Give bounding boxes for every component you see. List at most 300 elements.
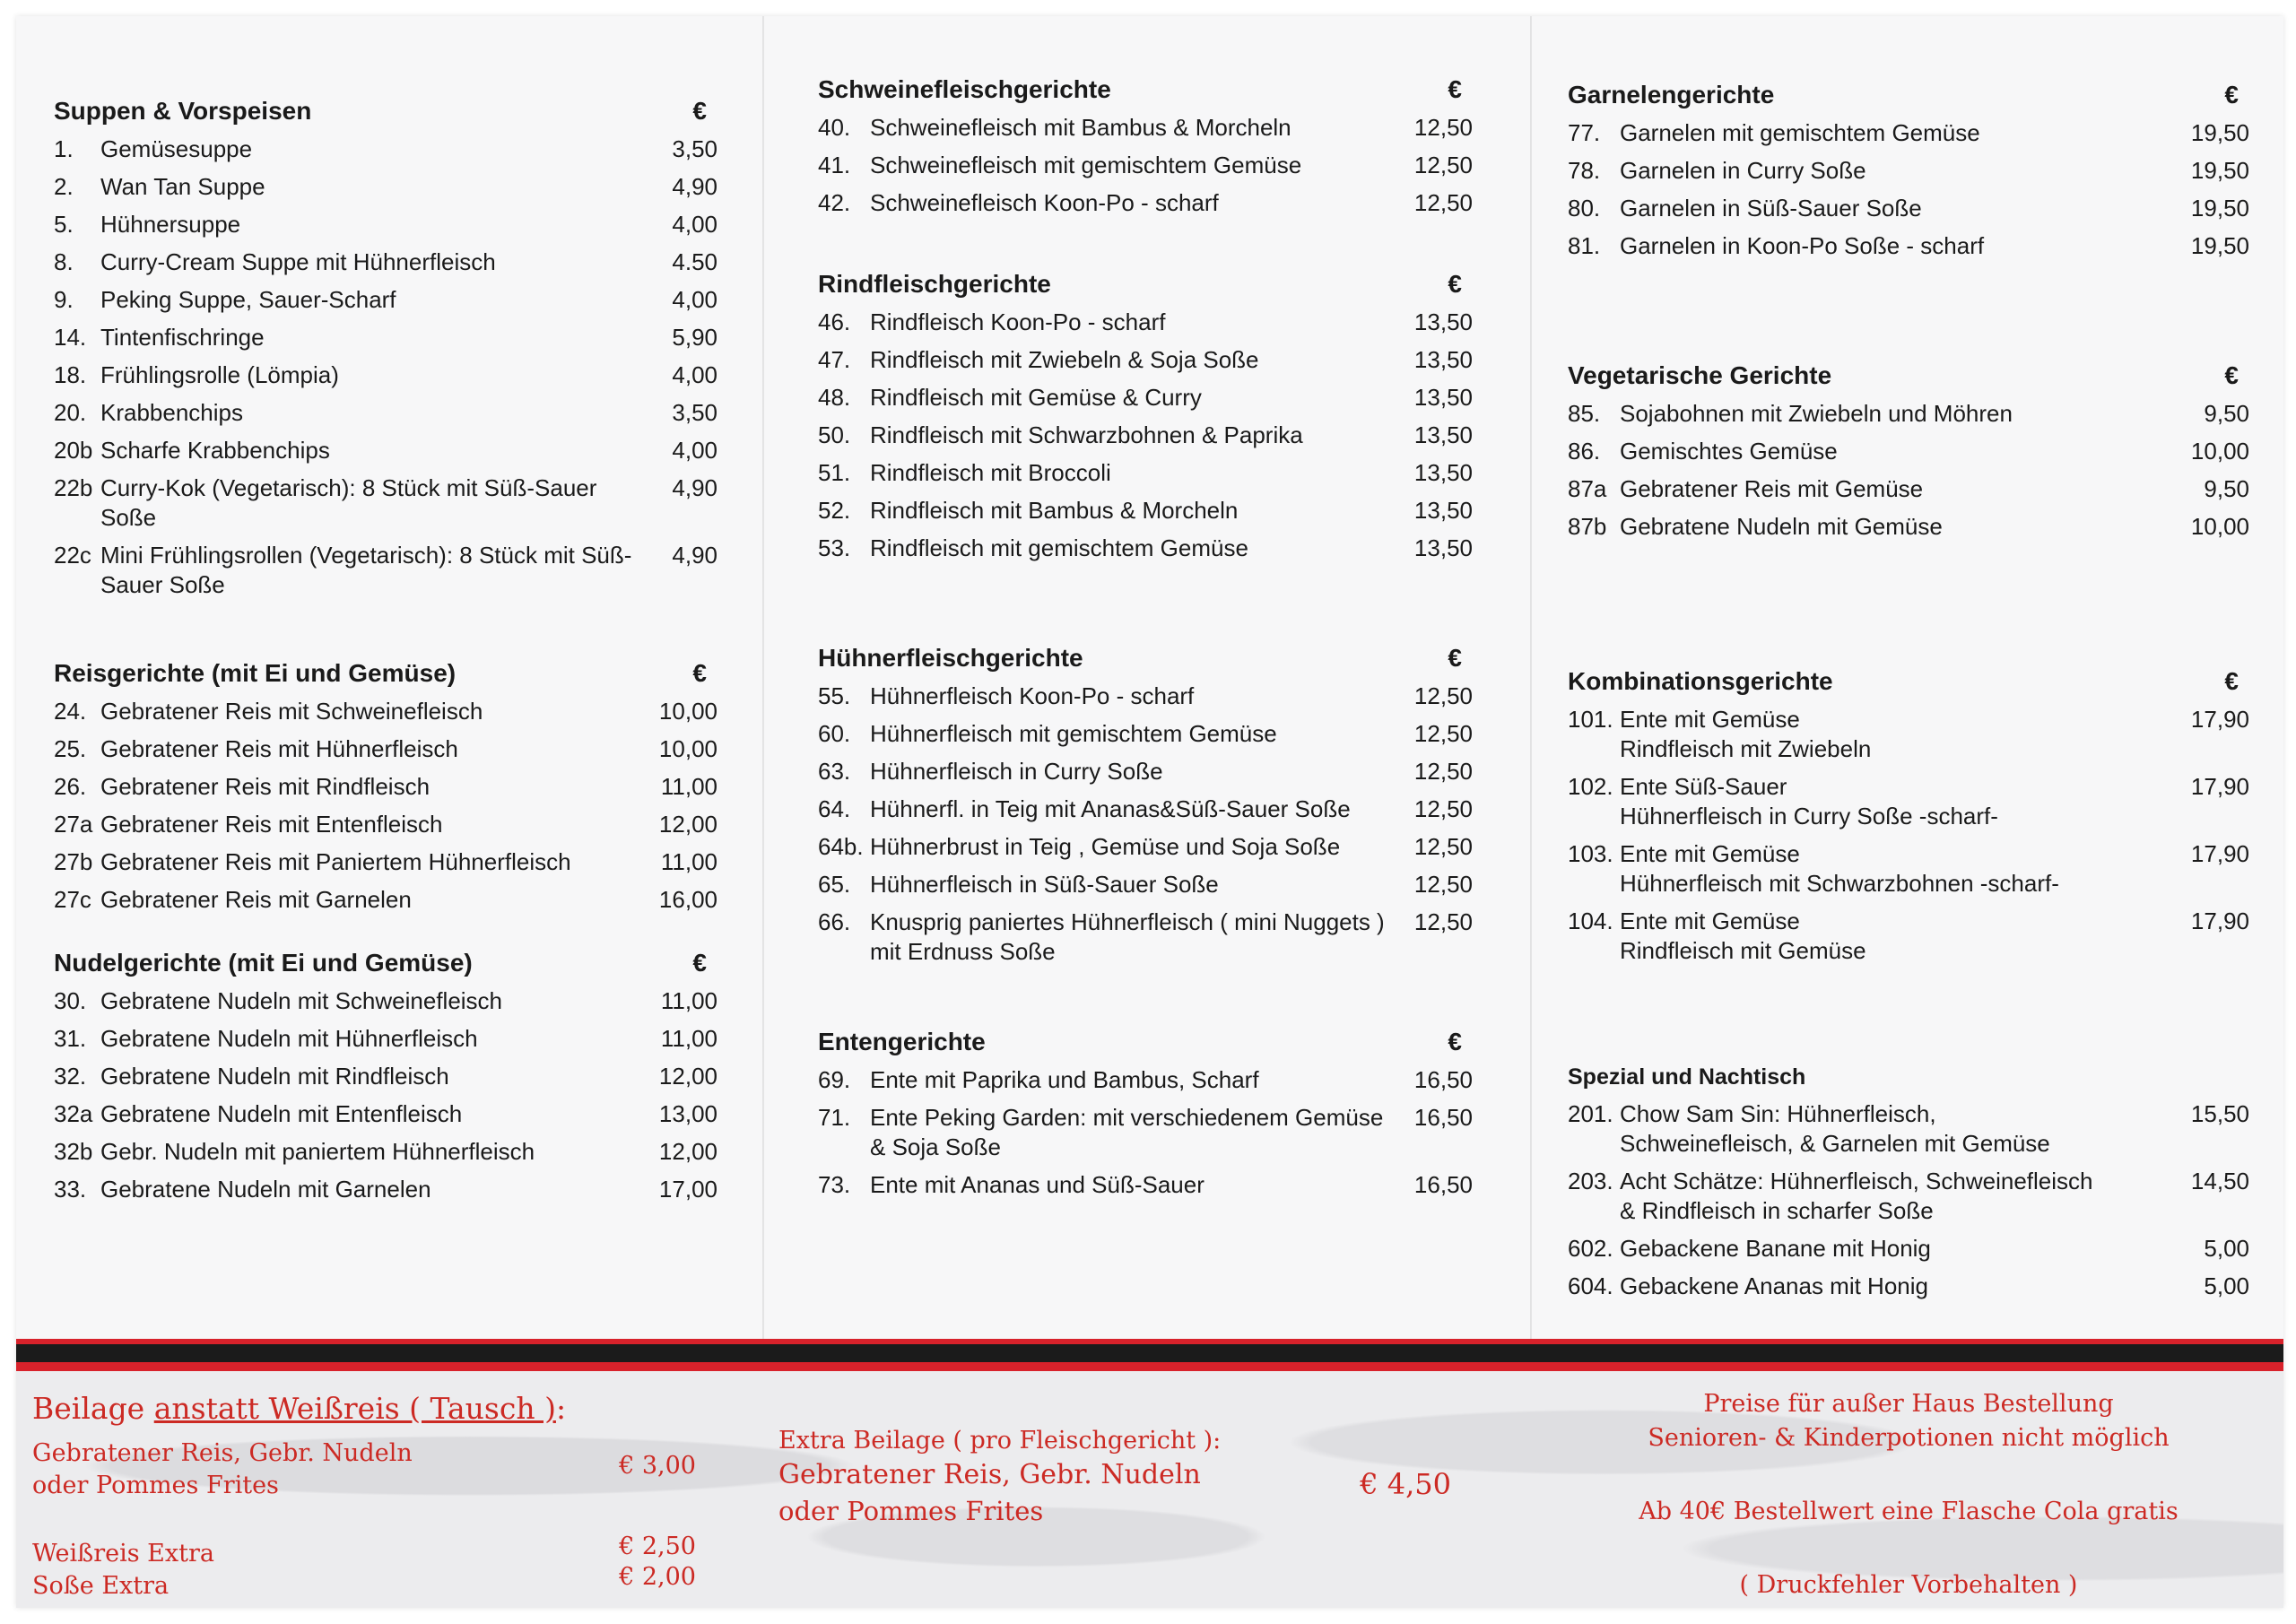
- item-number: 31.: [54, 1025, 87, 1052]
- item-name: Schweinefleisch mit gemischtem Gemüse: [870, 152, 1302, 178]
- item-name: Krabbenchips: [100, 399, 243, 426]
- section-title: Reisgerichte (mit Ei und Gemüse): [54, 659, 457, 687]
- item-price: 17,90: [2190, 773, 2249, 800]
- currency-symbol: €: [1448, 1028, 1462, 1055]
- item-price: 13,50: [1413, 346, 1473, 373]
- item-number: 41.: [818, 152, 851, 178]
- menu-item: [54, 248, 718, 277]
- menu-item: [54, 772, 718, 802]
- item-price: 12,50: [1413, 114, 1473, 141]
- item-number: 50.: [818, 421, 851, 448]
- menu-item: [54, 885, 718, 915]
- item-name: Gebr. Nudeln mit paniertem Hühnerfleisch: [100, 1138, 535, 1165]
- menu-item: [54, 360, 718, 390]
- item-number: 32.: [54, 1063, 87, 1090]
- item-name: Garnelen in Curry Soße: [1620, 157, 1866, 184]
- item-name: Scharfe Krabbenchips: [100, 437, 330, 464]
- section-title: Nudelgerichte (mit Ei und Gemüse): [54, 949, 473, 977]
- item-price: 10,00: [2190, 513, 2249, 540]
- item-number: 78.: [1568, 157, 1601, 184]
- item-price: 12,50: [1413, 795, 1473, 822]
- item-number: 103.: [1568, 840, 1613, 867]
- item-name: Hühnerfleisch Koon-Po - scharf: [870, 682, 1195, 709]
- item-number: 102.: [1568, 773, 1613, 800]
- item-name: Gebackene Ananas mit Honig: [1620, 1272, 1928, 1299]
- item-number: 27c: [54, 886, 91, 913]
- menu-section: [818, 270, 1473, 563]
- item-price: 3,50: [672, 399, 718, 426]
- section-title: Rindfleischgerichte: [818, 270, 1051, 298]
- item-name-continued: Rindfleisch mit Gemüse: [1620, 937, 1866, 964]
- menu-item: [54, 1137, 718, 1167]
- item-price: 13,50: [1413, 308, 1473, 335]
- footer-left: [32, 1389, 723, 1602]
- item-price: 12,00: [658, 811, 718, 838]
- menu-item: [1568, 772, 2249, 831]
- menu-item: [818, 113, 1473, 143]
- item-number: 8.: [54, 248, 74, 275]
- menu-item: [818, 383, 1473, 413]
- item-number: 87b: [1568, 513, 1607, 540]
- footer-left-option: oder Pommes Frites € 3,00: [32, 1452, 696, 1499]
- item-price: 10,00: [658, 735, 718, 762]
- menu-item: [818, 345, 1473, 375]
- menu-item: [54, 541, 718, 600]
- item-name: Ente Süß-Sauer: [1620, 773, 1787, 800]
- item-number: 201.: [1568, 1100, 1613, 1127]
- item-price: 9,50: [2204, 475, 2249, 502]
- item-name: Gebratener Reis mit Paniertem Hühnerfleisch: [100, 848, 571, 875]
- menu-item: [818, 188, 1473, 218]
- item-name: Gebratene Nudeln mit Garnelen: [100, 1176, 431, 1203]
- item-price: 12,50: [1413, 833, 1473, 860]
- item-number: 73.: [818, 1171, 851, 1198]
- item-name: Gebratener Reis mit Garnelen: [100, 886, 412, 913]
- item-name: Hühnerfl. in Teig mit Ananas&Süß-Sauer Soße: [870, 795, 1351, 822]
- item-number: 602.: [1568, 1235, 1613, 1262]
- item-name: Ente mit Gemüse: [1620, 908, 1800, 934]
- item-price: 17,90: [2190, 840, 2249, 867]
- menu-item: [1568, 156, 2249, 186]
- menu-item: [54, 210, 718, 239]
- menu-item: [818, 908, 1473, 967]
- section-title: Schweinefleischgerichte: [818, 75, 1111, 103]
- menu-item: [1568, 1272, 2249, 1301]
- menu-sheet: [16, 16, 2283, 1608]
- item-price: 4,90: [672, 542, 718, 569]
- footer-left-extra: Weißreis Extra € 2,50: [32, 1533, 696, 1568]
- item-price: 4,90: [672, 173, 718, 200]
- item-number: 101.: [1568, 706, 1613, 733]
- item-number: 22b: [54, 474, 93, 501]
- item-price: 19,50: [2190, 232, 2249, 259]
- item-number: 27b: [54, 848, 93, 875]
- menu-item: [1568, 705, 2249, 764]
- item-price: 16,50: [1413, 1066, 1473, 1093]
- item-name-continued: Schweinefleisch, & Garnelen mit Gemüse: [1620, 1130, 2050, 1157]
- item-price: 13,50: [1413, 497, 1473, 524]
- item-price: 12,50: [1413, 152, 1473, 178]
- item-number: 104.: [1568, 908, 1613, 934]
- item-name: Gebackene Banane mit Honig: [1620, 1235, 1931, 1262]
- menu-item: [54, 1024, 718, 1054]
- menu-item: [54, 436, 718, 465]
- section-title: Garnelengerichte: [1568, 81, 1775, 109]
- item-name: Ente mit Ananas und Süß-Sauer: [870, 1171, 1205, 1198]
- item-name: Hühnerfleisch mit gemischtem Gemüse: [870, 720, 1277, 747]
- menu-item: [54, 398, 718, 428]
- item-name-continued: Hühnerfleisch in Curry Soße -scharf-: [1620, 803, 1998, 829]
- currency-symbol: €: [1448, 75, 1462, 103]
- menu-item: [818, 757, 1473, 786]
- menu-item: [1568, 194, 2249, 223]
- menu-item: [54, 697, 718, 726]
- currency-symbol: €: [1448, 270, 1462, 298]
- item-name: Rindfleisch mit Zwiebeln & Soja Soße: [870, 346, 1259, 373]
- item-name: Rindfleisch Koon-Po - scharf: [870, 308, 1166, 335]
- item-number: 47.: [818, 346, 851, 373]
- section-heading: [1568, 361, 2249, 390]
- item-name: Gemischtes Gemüse: [1620, 438, 1838, 465]
- item-name: Gebratener Reis mit Gemüse: [1620, 475, 1924, 502]
- section-title: Hühnerfleischgerichte: [818, 644, 1083, 672]
- menu-section: [818, 75, 1473, 218]
- footer-panel: [16, 1371, 2283, 1608]
- item-number: 87a: [1568, 475, 1607, 502]
- item-price: 13,50: [1413, 459, 1473, 486]
- item-number: 55.: [818, 682, 851, 709]
- item-name: Hühnerfleisch in Curry Soße: [870, 758, 1163, 785]
- menu-item: [818, 870, 1473, 899]
- item-number: 52.: [818, 497, 851, 524]
- menu-item: [818, 421, 1473, 450]
- item-price: 13,00: [658, 1100, 718, 1127]
- item-price: 3,50: [672, 135, 718, 162]
- item-price: 5,90: [672, 324, 718, 351]
- menu-column-3: [1568, 81, 2249, 1309]
- item-name: Knusprig paniertes Hühnerfleisch ( mini Nuggets ) mit Erdnuss Soße: [870, 908, 1385, 965]
- menu-item: [54, 473, 718, 533]
- item-number: 46.: [818, 308, 851, 335]
- item-name: Acht Schätze: Hühnerfleisch, Schweinefleisch: [1620, 1168, 2093, 1194]
- menu-item: [1568, 231, 2249, 261]
- menu-section: [818, 644, 1473, 967]
- section-title: Vegetarische Gerichte: [1568, 361, 1832, 389]
- item-name: Gebratene Nudeln mit Gemüse: [1620, 513, 1943, 540]
- item-name: Ente mit Paprika und Bambus, Scharf: [870, 1066, 1259, 1093]
- item-price: 13,50: [1413, 534, 1473, 561]
- item-number: 203.: [1568, 1168, 1613, 1194]
- footer-middle-line: Extra Beilage ( pro Fleischgericht ):: [778, 1427, 1222, 1455]
- menu-section: [1568, 81, 2249, 261]
- item-price: 17,90: [2190, 706, 2249, 733]
- item-name: Gebratener Reis mit Entenfleisch: [100, 811, 443, 838]
- menu-section: [1568, 1064, 2249, 1301]
- item-number: 42.: [818, 189, 851, 216]
- item-name: Gebratene Nudeln mit Entenfleisch: [100, 1100, 463, 1127]
- item-number: 80.: [1568, 195, 1601, 221]
- item-name: Gemüsesuppe: [100, 135, 253, 162]
- item-name: Garnelen in Süß-Sauer Soße: [1620, 195, 1922, 221]
- menu-item: [54, 135, 718, 164]
- menu-section: [1568, 667, 2249, 966]
- item-number: 24.: [54, 698, 87, 725]
- item-number: 64b.: [818, 833, 864, 860]
- section-heading: [54, 659, 718, 688]
- section-heading: [54, 949, 718, 977]
- item-name: Wan Tan Suppe: [100, 173, 265, 200]
- item-price: 14,50: [2190, 1168, 2249, 1194]
- section-heading: [818, 644, 1473, 673]
- menu-item: [54, 734, 718, 764]
- section-heading: [818, 270, 1473, 299]
- menu-item: [1568, 1099, 2249, 1159]
- menu-item: [54, 323, 718, 352]
- section-heading: [1568, 81, 2249, 109]
- item-price: 4,00: [672, 211, 718, 238]
- item-price: 10,00: [658, 698, 718, 725]
- menu-column-2: [818, 75, 1473, 1208]
- item-price: 12,00: [658, 1138, 718, 1165]
- item-price: 4,90: [672, 474, 718, 501]
- currency-symbol: €: [692, 97, 707, 125]
- item-name: Frühlingsrolle (Lömpia): [100, 361, 339, 388]
- footer-right: Preise für außer Haus Bestellung Senioren- & Kinderpotionen nicht möglich Ab 40€ Bestellwert eine Flasche Cola gratis ( Druckfehler Vorbehalten ): [1639, 1390, 2179, 1599]
- menu-item: [54, 285, 718, 315]
- item-number: 25.: [54, 735, 87, 762]
- section-title: Kombinationsgerichte: [1568, 667, 1833, 695]
- item-name: Gebratener Reis mit Hühnerfleisch: [100, 735, 458, 762]
- item-price: 12,50: [1413, 720, 1473, 747]
- item-price: 4,00: [672, 437, 718, 464]
- item-price: 17,00: [658, 1176, 718, 1203]
- section-heading: [1568, 1064, 2249, 1090]
- item-name: Schweinefleisch mit Bambus & Morcheln: [870, 114, 1292, 141]
- item-price: 11,00: [660, 1025, 718, 1052]
- item-number: 64.: [818, 795, 851, 822]
- item-price: 11,00: [660, 773, 718, 800]
- menu-item: [1568, 118, 2249, 148]
- item-name: Schweinefleisch Koon-Po - scharf: [870, 189, 1219, 216]
- menu-section: [818, 1028, 1473, 1200]
- item-number: 27a: [54, 811, 93, 838]
- item-price: 12,50: [1413, 908, 1473, 935]
- item-price: 4,00: [672, 286, 718, 313]
- menu-item: [1568, 839, 2249, 899]
- item-number: 77.: [1568, 119, 1601, 146]
- item-number: 5.: [54, 211, 74, 238]
- item-number: 9.: [54, 286, 74, 313]
- menu-item: [54, 1062, 718, 1091]
- fold-line: [762, 16, 764, 1339]
- item-number: 20.: [54, 399, 87, 426]
- item-number: 33.: [54, 1176, 87, 1203]
- item-name: Curry-Kok (Vegetarisch): 8 Stück mit Süß-Sauer Soße: [100, 474, 597, 531]
- item-number: 40.: [818, 114, 851, 141]
- section-title: Spezial und Nachtisch: [1568, 1064, 1806, 1090]
- footer-left-extra: Soße Extra € 2,00: [32, 1563, 696, 1600]
- item-price: 5,00: [2204, 1272, 2249, 1299]
- item-number: 22c: [54, 542, 91, 569]
- item-price: 12,00: [658, 1063, 718, 1090]
- menu-item: [818, 496, 1473, 525]
- menu-item: [1568, 399, 2249, 429]
- item-number: 65.: [818, 871, 851, 898]
- item-name-continued: & Rindfleisch in scharfer Soße: [1620, 1197, 1934, 1224]
- menu-item: [818, 682, 1473, 711]
- item-name: Gebratener Reis mit Schweinefleisch: [100, 698, 483, 725]
- item-number: 14.: [54, 324, 87, 351]
- item-number: 69.: [818, 1066, 851, 1093]
- item-name: Ente mit Gemüse: [1620, 706, 1800, 733]
- menu-item: [818, 151, 1473, 180]
- item-name: Hühnersuppe: [100, 211, 241, 238]
- item-price: 16,00: [658, 886, 718, 913]
- item-name: Garnelen mit gemischtem Gemüse: [1620, 119, 1980, 146]
- menu-item: [818, 832, 1473, 862]
- menu-item: [1568, 437, 2249, 466]
- menu-item: [818, 1103, 1473, 1162]
- item-number: 66.: [818, 908, 851, 935]
- menu-column-1: [54, 97, 718, 1212]
- item-number: 85.: [1568, 400, 1601, 427]
- item-number: 18.: [54, 361, 87, 388]
- item-number: 30.: [54, 987, 87, 1014]
- section-heading: [1568, 667, 2249, 696]
- item-name: Curry-Cream Suppe mit Hühnerfleisch: [100, 248, 496, 275]
- item-name: Garnelen in Koon-Po Soße - scharf: [1620, 232, 1985, 259]
- menu-section: [54, 97, 718, 600]
- item-name: Gebratene Nudeln mit Hühnerfleisch: [100, 1025, 478, 1052]
- item-number: 86.: [1568, 438, 1601, 465]
- menu-item: [1568, 474, 2249, 504]
- item-price: 11,00: [660, 987, 718, 1014]
- menu-item: [1568, 512, 2249, 542]
- item-price: 16,50: [1413, 1171, 1473, 1198]
- menu-item: [818, 1065, 1473, 1095]
- item-name: Gebratener Reis mit Rindfleisch: [100, 773, 430, 800]
- currency-symbol: €: [1448, 644, 1462, 672]
- footer-left-option: Gebratener Reis, Gebr. Nudeln: [32, 1439, 413, 1467]
- currency-symbol: €: [2224, 81, 2239, 109]
- item-name: Hühnerfleisch in Süß-Sauer Soße: [870, 871, 1219, 898]
- menu-item: [54, 1099, 718, 1129]
- menu-section: [54, 659, 718, 915]
- item-name: Rindfleisch mit gemischtem Gemüse: [870, 534, 1248, 561]
- menu-item: [54, 847, 718, 877]
- menu-item: [818, 719, 1473, 749]
- menu-item: [1568, 1167, 2249, 1226]
- item-name: Hühnerbrust in Teig , Gemüse und Soja Soße: [870, 833, 1341, 860]
- item-price: 15,50: [2190, 1100, 2249, 1127]
- menu-item: [1568, 1234, 2249, 1264]
- item-name: Ente mit Gemüse: [1620, 840, 1800, 867]
- item-number: 1.: [54, 135, 74, 162]
- item-price: 13,50: [1413, 421, 1473, 448]
- decorative-band: [16, 1339, 2283, 1371]
- item-number: 2.: [54, 173, 74, 200]
- fold-line: [1530, 16, 1532, 1339]
- menu-item: [818, 1170, 1473, 1200]
- menu-item: [54, 986, 718, 1016]
- section-heading: [818, 1028, 1473, 1056]
- item-number: 53.: [818, 534, 851, 561]
- item-name: Ente Peking Garden: mit verschiedenem Gemüse & Soja Soße: [870, 1104, 1384, 1160]
- item-price: 10,00: [2190, 438, 2249, 465]
- item-price: 11,00: [660, 848, 718, 875]
- menu-item: [818, 308, 1473, 337]
- item-name-continued: Hühnerfleisch mit Schwarzbohnen -scharf-: [1620, 870, 2059, 897]
- menu-item: [818, 795, 1473, 824]
- item-number: 81.: [1568, 232, 1601, 259]
- item-number: 20b: [54, 437, 93, 464]
- footer-middle-line: oder Pommes Frites € 4,50: [778, 1467, 1451, 1526]
- item-price: 4,00: [672, 361, 718, 388]
- item-name: Gebratene Nudeln mit Schweinefleisch: [100, 987, 503, 1014]
- item-name: Sojabohnen mit Zwiebeln und Möhren: [1620, 400, 2013, 427]
- section-heading: [818, 75, 1473, 104]
- menu-item: [818, 534, 1473, 563]
- menu-section: [54, 949, 718, 1204]
- item-price: 5,00: [2204, 1235, 2249, 1262]
- item-price: 19,50: [2190, 119, 2249, 146]
- item-number: 71.: [818, 1104, 851, 1131]
- item-name: Peking Suppe, Sauer-Scharf: [100, 286, 396, 313]
- menu-item: [54, 810, 718, 839]
- item-name: Tintenfischringe: [100, 324, 265, 351]
- item-name: Rindfleisch mit Schwarzbohnen & Paprika: [870, 421, 1303, 448]
- footer-middle-line: Gebratener Reis, Gebr. Nudeln: [778, 1459, 1201, 1490]
- item-price: 19,50: [2190, 157, 2249, 184]
- item-number: 32a: [54, 1100, 93, 1127]
- item-name: Gebratene Nudeln mit Rindfleisch: [100, 1063, 449, 1090]
- item-number: 604.: [1568, 1272, 1613, 1299]
- item-number: 48.: [818, 384, 851, 411]
- item-name: Chow Sam Sin: Hühnerfleisch,: [1620, 1100, 1936, 1127]
- item-number: 51.: [818, 459, 851, 486]
- currency-symbol: €: [692, 659, 707, 687]
- menu-item: [54, 172, 718, 202]
- item-price: 16,50: [1413, 1104, 1473, 1131]
- footer-middle: [778, 1425, 1478, 1529]
- menu-item: [1568, 907, 2249, 966]
- item-price: 9,50: [2204, 400, 2249, 427]
- item-name: Rindfleisch mit Gemüse & Curry: [870, 384, 1202, 411]
- menu-section: [1568, 361, 2249, 542]
- footer-left-title: Beilage anstatt Weißreis ( Tausch ):: [32, 1391, 567, 1426]
- item-price: 4.50: [672, 248, 718, 275]
- currency-symbol: €: [2224, 667, 2239, 695]
- section-heading: [54, 97, 718, 126]
- currency-symbol: €: [692, 949, 707, 977]
- item-name-continued: Rindfleisch mit Zwiebeln: [1620, 735, 1872, 762]
- item-name: Rindfleisch mit Bambus & Morcheln: [870, 497, 1239, 524]
- item-price: 12,50: [1413, 189, 1473, 216]
- item-price: 17,90: [2190, 908, 2249, 934]
- menu-item: [818, 458, 1473, 488]
- section-title: Suppen & Vorspeisen: [54, 97, 312, 125]
- item-price: 13,50: [1413, 384, 1473, 411]
- item-number: 32b: [54, 1138, 93, 1165]
- item-number: 60.: [818, 720, 851, 747]
- item-price: 12,50: [1413, 758, 1473, 785]
- item-name: Rindfleisch mit Broccoli: [870, 459, 1111, 486]
- section-title: Entengerichte: [818, 1028, 986, 1055]
- menu-item: [54, 1175, 718, 1204]
- item-price: 12,50: [1413, 682, 1473, 709]
- item-name: Mini Frühlingsrollen (Vegetarisch): 8 Stück mit Süß-Sauer Soße: [100, 542, 632, 598]
- item-number: 63.: [818, 758, 851, 785]
